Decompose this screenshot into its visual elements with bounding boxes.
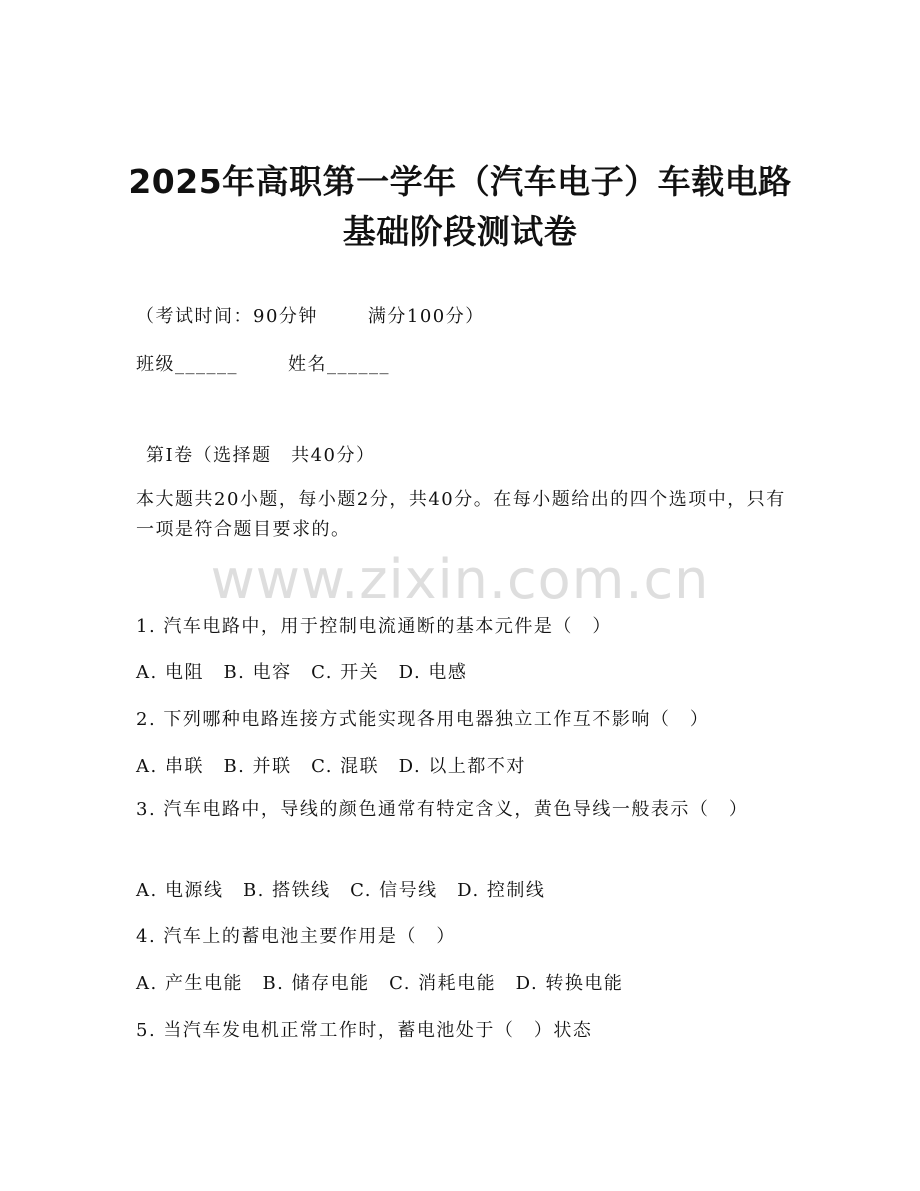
exam-info — [136, 302, 485, 328]
class-field: 班级______ — [136, 354, 238, 375]
exam-time: （考试时间：90分钟 — [136, 306, 318, 327]
question-2-options: A. 串联 B. 并联 C. 混联 D. 以上都不对 — [136, 756, 526, 777]
question-1: 1. 汽车电路中，用于控制电流通断的基本元件是（ ） — [136, 616, 612, 637]
question-4-options: A. 产生电能 B. 储存电能 C. 消耗电能 D. 转换电能 — [136, 973, 624, 994]
question-2: 2. 下列哪种电路连接方式能实现各用电器独立工作互不影响（ ） — [136, 709, 710, 730]
question-3-options: A. 电源线 B. 搭铁线 C. 信号线 D. 控制线 — [136, 880, 546, 901]
question-3: 3. 汽车电路中，导线的颜色通常有特定含义，黄色导线一般表示（ ） — [136, 799, 749, 820]
document-title-line-1: 2025年高职第一学年（汽车电子）车载电路 — [128, 162, 792, 201]
instructions: 本大题共20小题，每小题2分，共40分。在每小题给出的四个选项中，只有一项是符合题目要求的。 — [136, 489, 786, 540]
exam-full-score: 满分100分） — [367, 306, 485, 327]
question-5: 5. 当汽车发电机正常工作时，蓄电池处于（ ）状态 — [136, 1020, 593, 1041]
name-field: 姓名______ — [288, 354, 390, 375]
student-fields — [136, 350, 390, 376]
question-4: 4. 汽车上的蓄电池主要作用是（ ） — [136, 926, 456, 947]
watermark: www.zixin.com.cn — [210, 548, 710, 611]
document-title-line-2: 基础阶段测试卷 — [342, 212, 578, 251]
section-heading: 第I卷（选择题 共40分） — [146, 445, 376, 466]
question-1-options: A. 电阻 B. 电容 C. 开关 D. 电感 — [136, 662, 468, 683]
